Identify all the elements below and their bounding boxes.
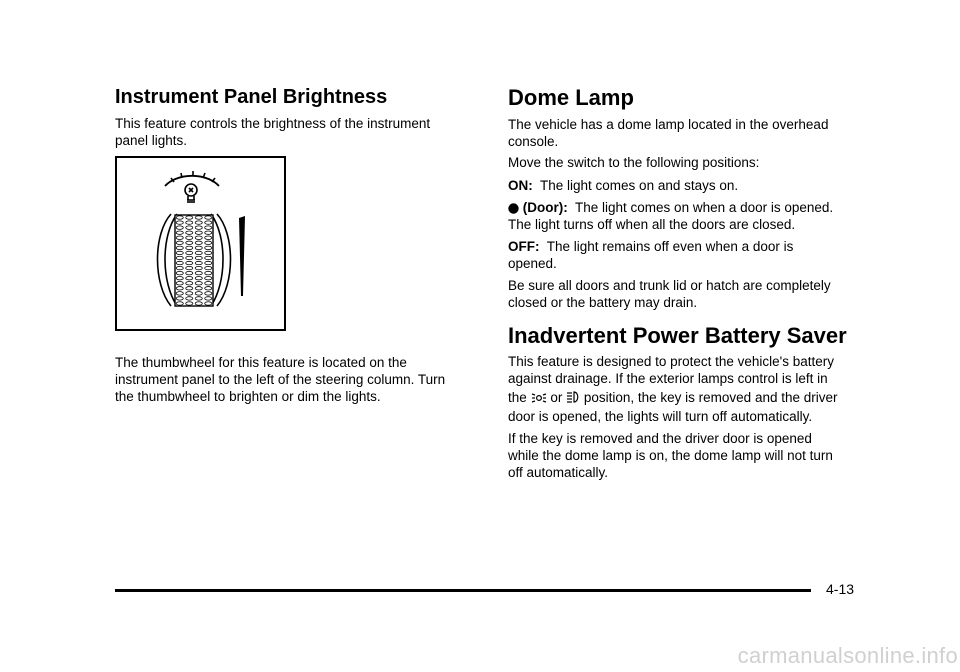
off-text: The light remains off even when a door is	[546, 239, 794, 254]
page-number: 4-13	[826, 581, 855, 597]
paragraph-line: This feature is designed to protect the vehicle's battery	[508, 354, 835, 369]
paragraph-line: panel lights.	[115, 133, 188, 148]
text-segment: or	[550, 390, 563, 405]
paragraph-line: Be sure all doors and trunk lid or hatch are completely	[508, 278, 831, 293]
paragraph-line: This feature controls the brightness of the instrument	[115, 116, 431, 131]
section-heading-battery-saver: Inadvertent Power Battery Saver	[508, 323, 847, 348]
section-heading-instrument-panel-brightness: Instrument Panel Brightness	[115, 86, 388, 108]
text-segment: the	[508, 390, 527, 405]
footer-rule	[115, 589, 811, 592]
paragraph-line: instrument panel to the left of the steering column. Turn	[115, 372, 446, 387]
paragraph-line: opened.	[508, 256, 557, 271]
on-position-line	[508, 177, 738, 194]
paragraph-line: The vehicle has a dome lamp located in the overhead	[508, 117, 829, 132]
thumbwheel-brightness-icon	[117, 158, 284, 329]
section-heading-dome-lamp: Dome Lamp	[508, 85, 634, 110]
door-label: (Door):	[522, 200, 568, 215]
off-label: OFF:	[508, 239, 540, 254]
paragraph-line-with-icons	[508, 389, 838, 406]
paragraph-line: door is opened, the lights will turn off automatically.	[508, 409, 813, 424]
door-text: The light comes on when a door is opened.	[575, 200, 834, 215]
door-position-line	[508, 199, 833, 216]
paragraph-line: console.	[508, 134, 559, 149]
paragraph-line: off automatically.	[508, 465, 609, 480]
text-segment: position, the key is removed and the driver	[583, 390, 838, 405]
paragraph-line: the thumbwheel to brighten or dim the lights.	[115, 389, 381, 404]
paragraph-line: while the dome lamp is on, the dome lamp will not turn	[508, 448, 833, 463]
on-text: The light comes on and stays on.	[540, 178, 739, 193]
paragraph-line: Move the switch to the following positions:	[508, 155, 760, 170]
paragraph-line: against drainage. If the exterior lamps control is left in	[508, 371, 828, 386]
headlamps-icon	[566, 390, 580, 404]
paragraph-line: If the key is removed and the driver door is opened	[508, 431, 812, 446]
filled-circle-icon	[508, 203, 519, 214]
paragraph-line: closed or the battery may drain.	[508, 295, 698, 310]
parking-lamps-icon	[531, 392, 547, 404]
paragraph-line: The thumbwheel for this feature is located on the	[115, 355, 407, 370]
watermark: carmanualsonline.info	[737, 643, 958, 668]
paragraph-line: The light turns off when all the doors are closed.	[508, 217, 796, 232]
thumbwheel-brightness-figure	[115, 156, 286, 331]
on-label: ON:	[508, 178, 533, 193]
off-position-line	[508, 238, 793, 255]
